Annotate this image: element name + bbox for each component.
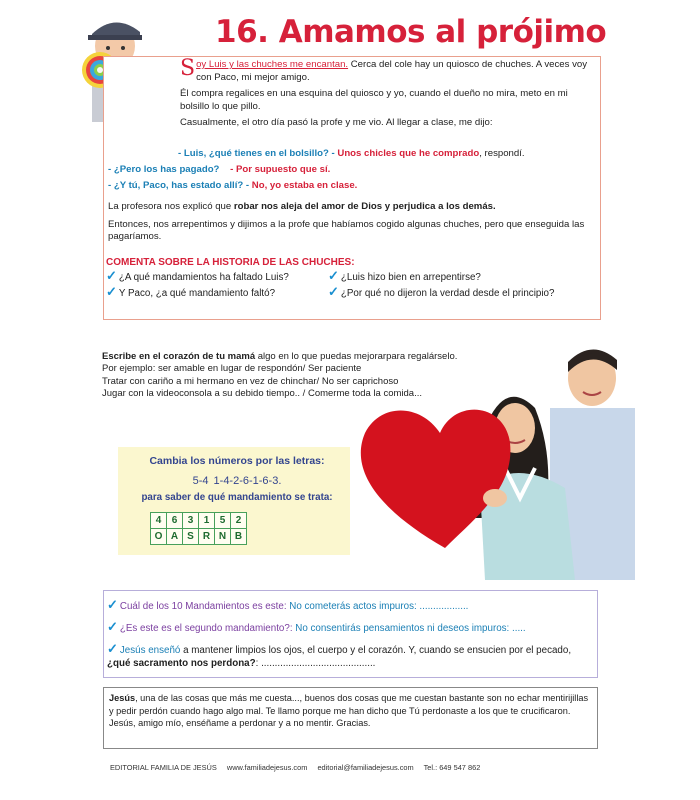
escribe-lead: Escribe en el corazón de tu mamá bbox=[102, 351, 256, 362]
dialogue-line-2 bbox=[108, 164, 598, 176]
cipher-cell: 1 bbox=[199, 513, 215, 529]
cipher-cell: 5 bbox=[215, 513, 231, 529]
comenta-section bbox=[106, 256, 600, 300]
check-icon: ✓ bbox=[107, 619, 118, 634]
check-icon: ✓ bbox=[107, 597, 118, 612]
prayer-lead: Jesús bbox=[109, 693, 136, 703]
cipher-cell: N bbox=[215, 529, 231, 545]
check-icon: ✓ bbox=[328, 283, 339, 299]
dialogue-1-question: - Luis, ¿qué tienes en el bolsillo? - bbox=[178, 148, 335, 159]
comenta-q3-text: Y Paco, ¿a qué mandamiento faltó? bbox=[118, 287, 276, 299]
escribe-line-3: Tratar con cariño a mi hermano en vez de chinchar/ No ser caprichoso bbox=[102, 375, 399, 387]
cipher-cell: 4 bbox=[151, 513, 167, 529]
question-2-text: No consentirás pensamientos ni deseos impuros: ..... bbox=[292, 623, 526, 634]
comenta-question-3 bbox=[106, 285, 328, 300]
story-paragraph-4 bbox=[108, 201, 598, 213]
comenta-questions bbox=[106, 269, 600, 300]
story-intro-rest: Cerca del cole hay un quiosco de chuches. A veces voy con Paco, mi mejor amigo. bbox=[196, 59, 587, 83]
footer bbox=[110, 763, 590, 772]
story-p4-bold: robar nos aleja del amor de Dios y perjudica a los demás. bbox=[233, 201, 496, 212]
cipher-cell: O bbox=[151, 529, 167, 545]
cipher-cell: 6 bbox=[167, 513, 183, 529]
drop-cap: S bbox=[180, 56, 196, 81]
check-icon: ✓ bbox=[107, 641, 118, 656]
puzzle-title: Cambia los números por las letras: bbox=[149, 455, 325, 467]
story-paragraph-3: Casualmente, el otro día pasó la profe y me vio. Al llegar a clase, me dijo: bbox=[180, 117, 493, 129]
dialogue-line-1 bbox=[178, 148, 598, 160]
story-text bbox=[180, 56, 596, 134]
comenta-heading: COMENTA SOBRE LA HISTORIA DE LAS CHUCHES: bbox=[106, 257, 355, 268]
story-intro bbox=[180, 56, 596, 84]
story-paragraph-2: Él compra regalices en una esquina del quiosco y yo, cuando el dueño no mira, meto en mi bolsillo lo que pillo. bbox=[180, 88, 568, 112]
dialogue-line-3 bbox=[108, 180, 598, 192]
footer-web: www.familiadejesus.com bbox=[226, 763, 308, 772]
story-intro-highlight: oy Luis y las chuches me encantan. bbox=[196, 59, 349, 70]
escribe-line-2: Por ejemplo: ser amable en lugar de respondón/ Ser paciente bbox=[102, 363, 362, 375]
check-icon: ✓ bbox=[106, 268, 117, 284]
cipher-cell: R bbox=[199, 529, 215, 545]
dialogue-3-question: - ¿Y tú, Paco, has estado allí? - bbox=[108, 180, 250, 191]
dialogue-2-question: - ¿Pero los has pagado? bbox=[108, 164, 220, 175]
footer-publisher: EDITORIAL FAMILIA DE JESÚS bbox=[110, 763, 217, 772]
prayer-text bbox=[109, 692, 593, 730]
dialogue-1-answer: Unos chicles que he comprado bbox=[334, 148, 480, 159]
escribe-rest: algo en lo que puedas mejorarpara regalárselo. bbox=[255, 351, 458, 362]
comenta-question-4 bbox=[328, 285, 598, 300]
puzzle-code: 5-4 1-4-2-6-1-6-3. bbox=[192, 475, 282, 487]
couple-heart-illustration bbox=[355, 348, 635, 580]
cipher-numbers-row bbox=[151, 513, 247, 529]
cipher-cell: S bbox=[183, 529, 199, 545]
question-1-text: No cometerás actos impuros: .................. bbox=[286, 601, 469, 612]
comenta-q2-text: ¿Luis hizo bien en arrepentirse? bbox=[340, 272, 481, 284]
question-3-blank: : .......................................... bbox=[255, 658, 376, 669]
question-3-bold: ¿qué sacramento nos perdona? bbox=[107, 658, 256, 669]
question-3-label: Jesús enseñó bbox=[119, 645, 181, 656]
footer-email: editorial@familiadejesus.com bbox=[317, 763, 414, 772]
cipher-cell: B bbox=[231, 529, 247, 545]
dialogue-1-tail: , respondí. bbox=[479, 148, 525, 159]
question-line-3 bbox=[107, 642, 597, 670]
cipher-cell: A bbox=[167, 529, 183, 545]
comenta-q1-text: ¿A qué mandamientos ha faltado Luis? bbox=[118, 272, 289, 284]
question-line-2 bbox=[107, 620, 597, 635]
check-icon: ✓ bbox=[328, 268, 339, 284]
question-line-1 bbox=[107, 598, 597, 613]
footer-phone: Tel.: 649 547 862 bbox=[423, 763, 481, 772]
check-icon: ✓ bbox=[106, 283, 117, 299]
page-title: 16. Amamos al prójimo bbox=[215, 14, 607, 50]
question-1-label: Cuál de los 10 Mandamientos es este: bbox=[119, 601, 287, 612]
dialogue-2-answer: - Por supuesto que sí. bbox=[230, 164, 331, 175]
question-3-text: a mantener limpios los ojos, el cuerpo y el corazón. Y, cuando se ensucien por el pecado, bbox=[180, 645, 572, 656]
story-paragraph-5: Entonces, nos arrepentimos y dijimos a la profe que habíamos cogido algunas chuches, pero que enseguida las pagaríamos. bbox=[108, 219, 585, 243]
comenta-q4-text: ¿Por qué no dijeron la verdad desde el principio? bbox=[340, 287, 555, 299]
dialogue-3-answer: No, yo estaba en clase. bbox=[249, 180, 358, 191]
question-2-label: ¿Es este es el segundo mandamiento?: bbox=[119, 623, 293, 634]
cipher-cell: 2 bbox=[231, 513, 247, 529]
cipher-cell: 3 bbox=[183, 513, 199, 529]
prayer-body: , una de las cosas que más me cuesta..., buenos dos cosas que me cuestan bastante son no echar mentirijillas y pedir perdón cuando hago algo mal. Te llamo porque me han dicho que Tú perdonaste a los que te crucificaron. Jesús, amigo mío, enséñame a perdonar y a no mentir. Gracias. bbox=[109, 693, 589, 729]
comenta-question-2 bbox=[328, 269, 598, 284]
cipher-letters-row bbox=[151, 529, 247, 545]
cipher-table bbox=[150, 512, 247, 545]
escribe-line-4: Jugar con la videoconsola a su debido tiempo.. / Comerme toda la comida... bbox=[102, 388, 423, 400]
comenta-question-1 bbox=[106, 269, 328, 284]
story-p4-start: La profesora nos explicó que bbox=[108, 201, 234, 212]
puzzle-subtitle: para saber de qué mandamiento se trata: bbox=[141, 492, 333, 503]
